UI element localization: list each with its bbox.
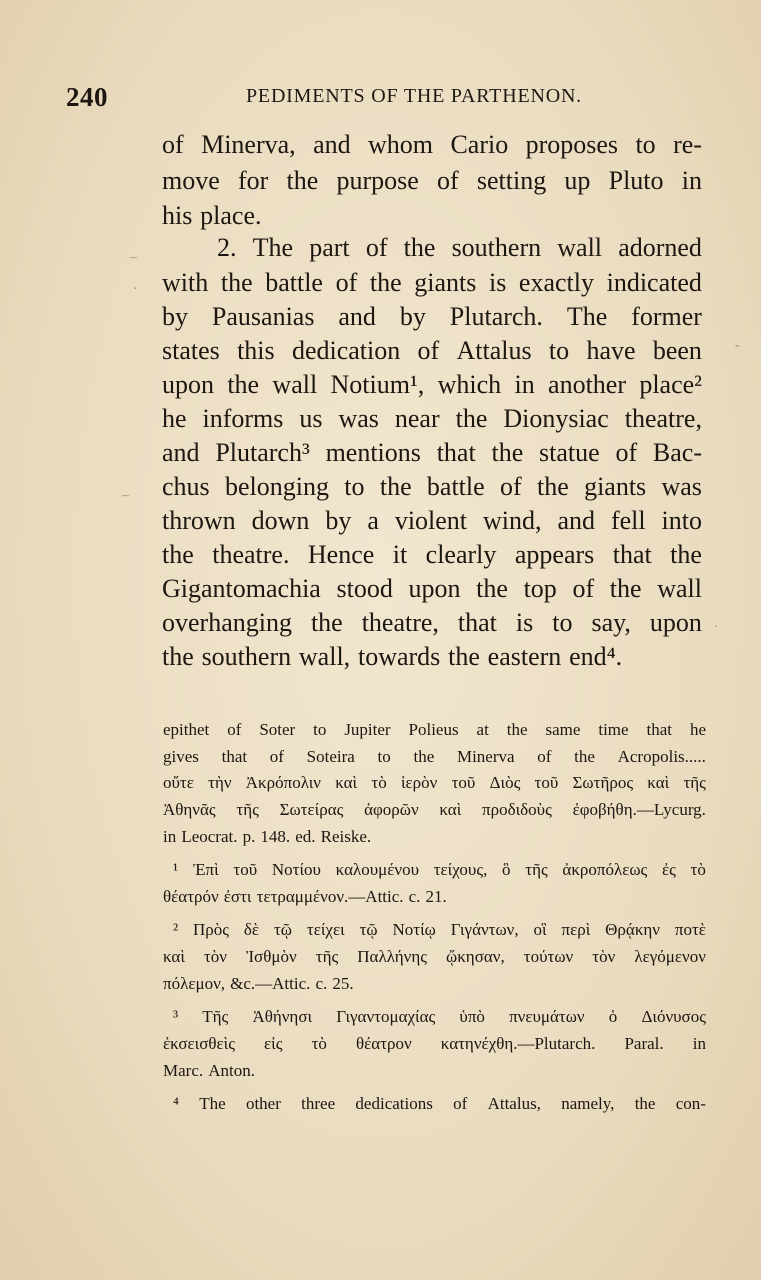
footnote-line: οὔτε τὴν Ἀκρόπολιν καὶ τὸ ἱερὸν τοῦ Διὸς τοῦ Σωτῆρος καὶ τῆς <box>163 773 706 792</box>
text-line: upon the wall Notium¹, which in another place² <box>162 370 702 399</box>
text-line: the theatre. Hence it clearly appears that the <box>162 540 702 569</box>
text-line: Gigantomachia stood upon the top of the wall <box>162 574 702 603</box>
footnote-line: θέατρόν ἐστι τετραμμένον.—Attic. c. 21. <box>163 887 447 906</box>
footnote-line: ³ Τῆς Ἀθήνησι Γιγαντομαχίας ὑπὸ πνευμάτων ὁ Διόνυσος <box>173 1007 706 1026</box>
text-line: move for the purpose of setting up Pluto in <box>162 166 702 195</box>
text-line: of Minerva, and whom Cario proposes to re- <box>162 130 702 159</box>
footnote-line: ² Πρὸς δὲ τῷ τείχει τῷ Νοτίῳ Γιγάντων, οἳ περὶ Θρᾴκην ποτὲ <box>173 920 706 939</box>
text-line: the southern wall, towards the eastern end⁴. <box>162 642 623 671</box>
margin-mark: – <box>122 488 129 503</box>
margin-mark: · <box>714 620 719 635</box>
text-line: thrown down by a violent wind, and fell into <box>162 506 702 535</box>
text-line: he informs us was near the Dionysiac theatre, <box>162 404 702 433</box>
text-line: states this dedication of Attalus to have been <box>162 336 702 365</box>
footnote-line: in Leocrat. p. 148. ed. Reiske. <box>163 827 372 846</box>
footnote-line: epithet of Soter to Jupiter Polieus at the same time that he <box>163 720 706 739</box>
footnote-line: ἐκσεισθεὶς εἰς τὸ θέατρον κατηνέχθη.—Plutarch. Paral. in <box>163 1034 706 1053</box>
footnote-line: ⁴ The other three dedications of Attalus, namely, the con- <box>173 1094 706 1113</box>
text-line: his place. <box>162 201 262 230</box>
margin-mark: - <box>735 338 740 353</box>
page-number: 240 <box>66 82 108 112</box>
text-line: and Plutarch³ mentions that the statue of Bac- <box>162 438 702 467</box>
text-line: by Pausanias and by Plutarch. The former <box>162 302 702 331</box>
footnote-line: gives that of Soteira to the Minerva of the Acropolis..... <box>163 747 706 766</box>
footnote-line: Ἀθηνᾶς τῆς Σωτείρας ἀφορῶν καὶ προδιδοὺς ἐφοβήθη.—Lycurg. <box>163 800 706 819</box>
margin-mark: · <box>133 282 138 297</box>
text-line: 2. The part of the southern wall adorned <box>217 233 702 262</box>
footnote-line: Marc. Anton. <box>163 1061 255 1080</box>
footnote-line: καὶ τὸν Ἰσθμὸν τῆς Παλλήνης ᾤκησαν, τούτων τὸν λεγόμενον <box>163 947 706 966</box>
text-line: with the battle of the giants is exactly indicated <box>162 268 702 297</box>
footnote-line: ¹ Ἐπὶ τοῦ Νοτίου καλουμένου τείχους, ὃ τῆς ἀκροπόλεως ἐς τὸ <box>173 860 706 879</box>
running-title: PEDIMENTS OF THE PARTHENON. <box>246 85 582 107</box>
running-head <box>66 82 716 118</box>
text-line: chus belonging to the battle of the giants was <box>162 472 702 501</box>
margin-mark: – <box>130 250 137 265</box>
text-line: overhanging the theatre, that is to say, upon <box>162 608 702 637</box>
footnote-line: πόλεμον, &c.—Attic. c. 25. <box>163 974 354 993</box>
